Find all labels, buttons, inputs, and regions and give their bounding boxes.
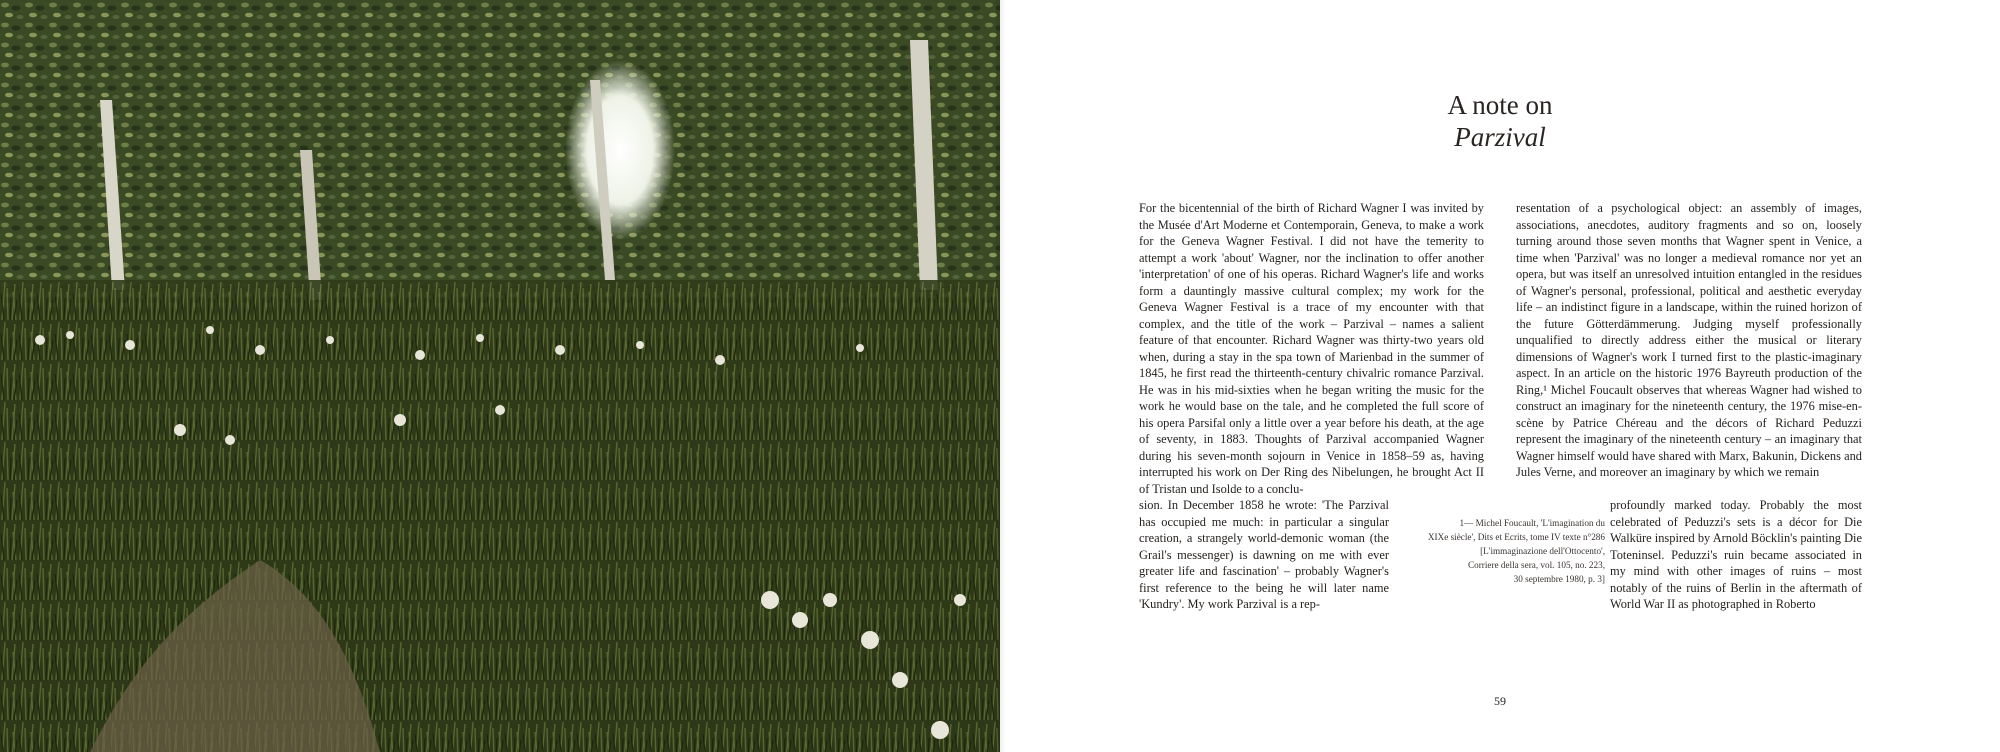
- footnote-line: 1— Michel Foucault, 'L'imagination du: [1459, 518, 1605, 528]
- page-number: 59: [1494, 694, 1506, 708]
- footnote-line: [L'immaginazione dell'Ottocento',: [1480, 546, 1605, 556]
- footnote-line: 30 septembre 1980, p. 3]: [1513, 574, 1605, 584]
- body-text-right-column: resentation of a psychological object: an assembly of images, associations, anecdotes, auditory fragments and so on, loosely turning around those seven months that Wagner spent in Venice, a time when 'Parzival' was no longer a medieval romance nor yet an opera, but was itself an unresolved intuition entangled in the residues of Wagner's personal, professional, political and aesthetic everyday life – an indistinct figure in a landscape, within the ruined horizon of the future Götterdämmerung. Judging myself professionally unqualified to directly address either the musical or literary dimensions of Wagner's work I turned first to the plastic-imaginary aspect. In an article on the historic 1976 Bayreuth production of the Ring,¹ Michel Foucault observes that whereas Wagner had wished to construct an imaginary for the nineteenth century, the 1976 mise-en-scène by Patrice Chéreau and the décors of Richard Peduzzi represent the imaginary of the nineteenth century – an imaginary that Wagner himself would have shared with Marx, Bakunin, Dickens and Jules Verne, and moreover an imaginary by which we remain: [1516, 201, 1862, 479]
- footnote-line: Corriere della sera, vol. 105, no. 223,: [1467, 560, 1605, 570]
- chapter-title-italic: Parzival: [1454, 122, 1546, 152]
- body-text-left-column: For the bicentennial of the birth of Richard Wagner I was invited by the Musée d'Art Moderne et Contemporain, Geneva, to make a work for the Geneva Wagner Festival. I did not have the temerity to attempt a work 'about' Wagner, nor the inclination to offer another 'interpretation' of one of his operas. Richard Wagner's life and works form a dauntingly massive cultural complex; my work for the Geneva Wagner Festival is a trace of my encounter with that complex, and the title of the work – Parzival – names a salient feature of that encounter. Richard Wagner was thirty-two years old when, during a stay in the spa town of Marienbad in the summer of 1845, he first read the thirteenth-century chivalric romance Parzival. He was in his mid-sixties when he began writing the music for the work he would base on the tale, and he completed the full score of his opera Parsifal only a little over a year before his death, at the age of seventy, in 1883. Thoughts of Parzival accompanied Wagner during his seven-month sojourn in Venice in 1858–59 as, having interrupted his work on Der Ring des Nibelungen, he brought Act II of Tristan und Isolde to a conclu-: [1139, 201, 1484, 496]
- body-text-left-continuation: sion. In December 1858 he wrote: 'The Parzival has occupied me much: in particular a singular creation, a strangely world-demonic woman (the Grail's messenger) is dawning on me with ever greater life and fascination' – probably Wagner's first reference to the being he will later name 'Kundry'. My work Parzival is a rep-: [1139, 498, 1389, 611]
- body-text-right-continuation: profoundly marked today. Probably the most celebrated of Peduzzi's sets is a décor for Die Walküre inspired by Arnold Böcklin's painting Die Toteninsel. Peduzzi's ruin became associated in my mind with other images of ruins – most notably of the ruins of Berlin in the aftermath of World War II as photographed in Roberto: [1610, 498, 1862, 611]
- chapter-title: A note on: [1447, 90, 1553, 120]
- footnote-line: XIXe siècle', Dits et Ecrits, tome IV texte n°286: [1427, 532, 1605, 542]
- text-page: [1000, 0, 2000, 752]
- footnote: [1393, 516, 1605, 586]
